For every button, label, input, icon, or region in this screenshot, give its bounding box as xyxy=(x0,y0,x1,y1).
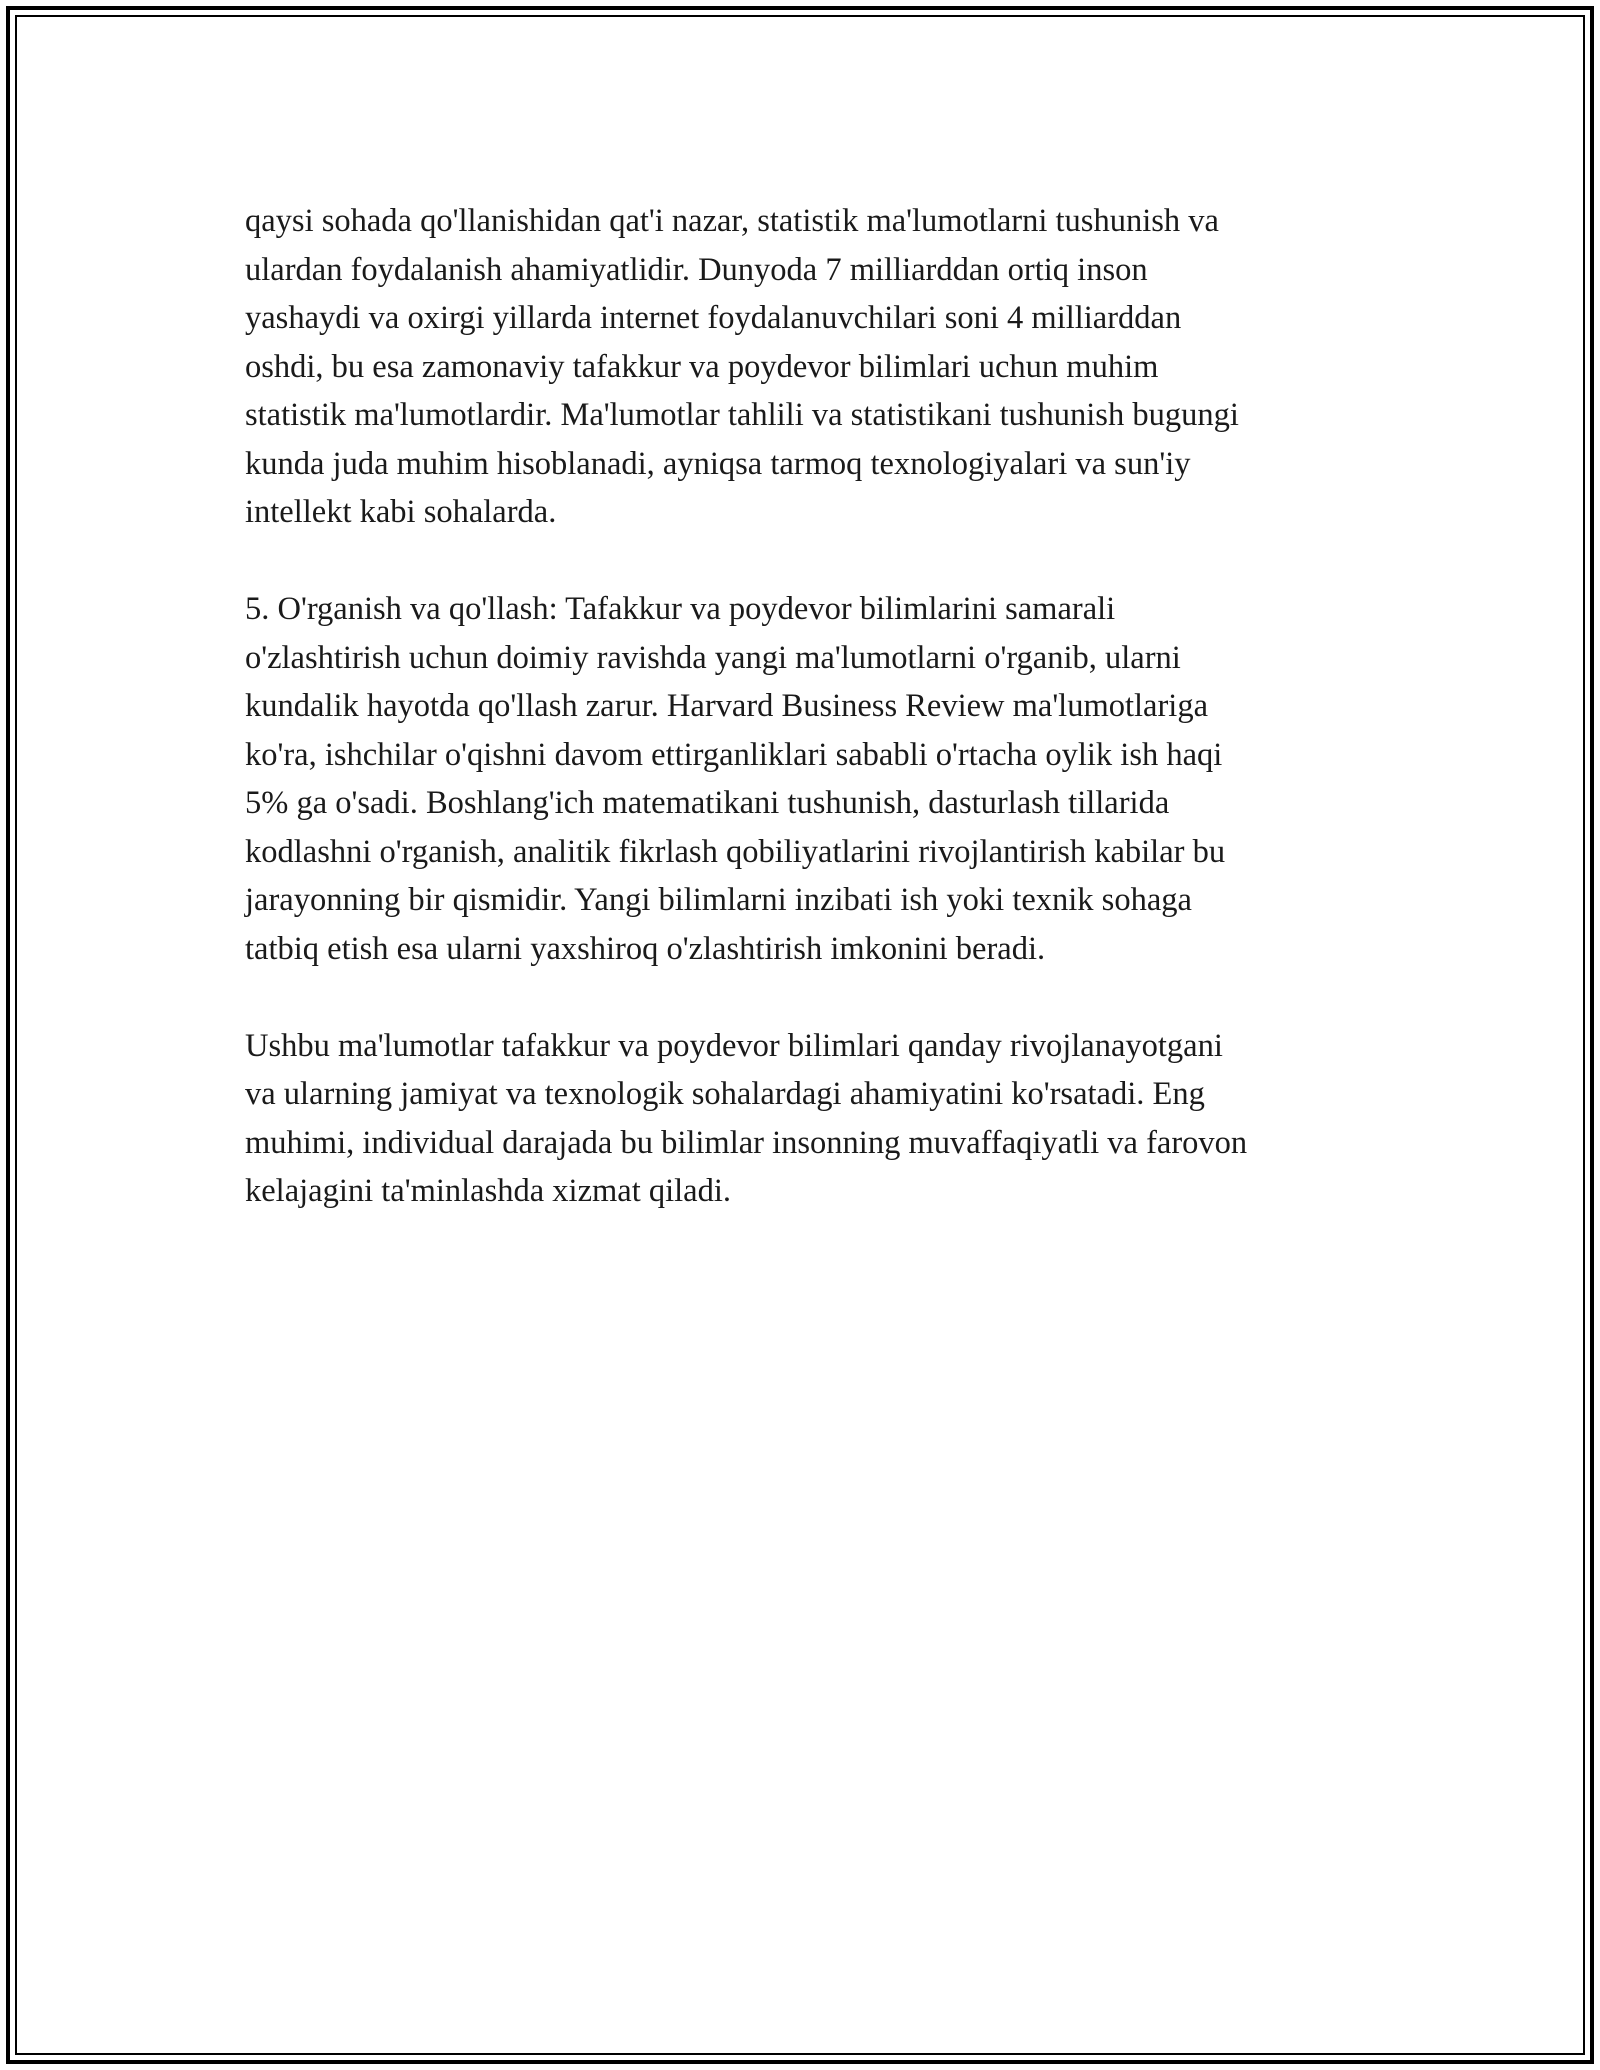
page-frame xyxy=(6,6,1594,2064)
paragraph-learning-applying: 5. O'rganish va qo'llash: Tafakkur va poydevor bilimlarini samarali o'zlashtirish uchun doimiy ravishda yangi ma'lumotlarni o'rganib, ularni kundalik hayotda qo'llash zarur. Harvard Business Review ma'lumotlariga ko'ra, ishchilar o'qishni davom ettirganliklari sababli o'rtacha oylik ish haqi 5% ga o'sadi. Boshlang'ich matematikani tushunish, dasturlash tillarida kodlashni o'rganish, analitik fikrlash qobiliyatlarini rivojlantirish kabilar bu jarayonning bir qismidir. Yangi bilimlarni inzibati ish yoki texnik sohaga tatbiq etish esa ularni yaxshiroq o'zlashtirish imkonini beradi. xyxy=(245,591,1226,967)
paragraph-conclusion: Ushbu ma'lumotlar tafakkur va poydevor bilimlari qanday rivojlanayotgani va ularning jamiyat va texnologik sohalardagi ahamiyatini ko'rsatadi. Eng muhimi, individual darajada bu bilimlar insonning muvaffaqiyatli va farovon kelajagini ta'minlashda xizmat qiladi. xyxy=(245,1027,1248,1209)
paragraph-statistics: qaysi sohada qo'llanishidan qat'i nazar, statistik ma'lumotlarni tushunish va ulardan foydalanish ahamiyatlidir. Dunyoda 7 milliarddan ortiq inson yashaydi va oxirgi yillarda internet foydalanuvchilari soni 4 milliarddan oshdi, bu esa zamonaviy tafakkur va poydevor bilimlari uchun muhim statistik ma'lumotlardir. Ma'lumotlar tahlili va statistikani tushunish bugungi kunda juda muhim hisoblanadi, ayniqsa tarmoq texnologiyalari va sun'iy intellekt kabi sohalarda. xyxy=(245,203,1239,530)
document-body xyxy=(245,197,1385,1216)
